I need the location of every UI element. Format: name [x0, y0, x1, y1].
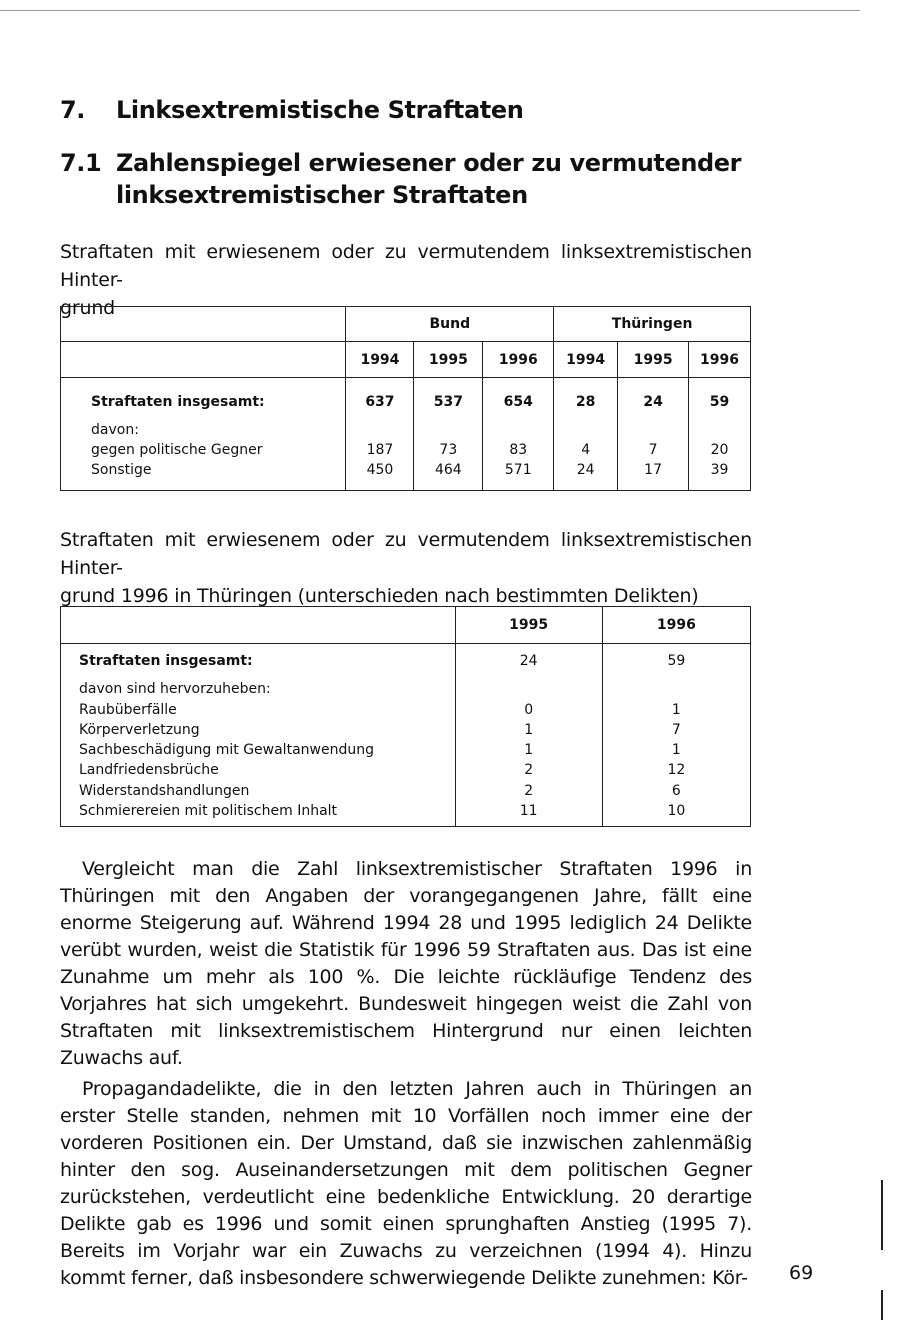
row-label: Raubüberfälle — [79, 701, 177, 718]
section-heading — [60, 96, 523, 124]
cell-value: 10 — [667, 803, 686, 820]
page-number: 69 — [789, 1262, 814, 1284]
table2-body-row — [61, 644, 751, 827]
cell-value: 73 — [439, 442, 458, 458]
label-column — [61, 378, 346, 491]
paragraph: Vergleicht man die Zahl linksextremistischer Straftaten 1996 in Thüringen mit den Angaben der vorangegangenen Jahre, fällt eine enorme Steigerung auf. Während 1994 28 und 1995 lediglich 24 Delikte verübt wurden, weist die Statistik für 1996 59 Straftaten aus. Das ist eine Zunahme um mehr als 100 %. Die leichte rückläufige Tendenz des Vorjahres hat sich umgekehrt. Bundesweit hingegen weist die Zahl von Straftaten mit linksextremistischem Hintergrund nur einen leichten Zuwachs auf. — [60, 858, 752, 1069]
cell-value: 17 — [644, 462, 662, 478]
total-value: 537 — [433, 394, 463, 410]
cell-value: 1 — [524, 721, 534, 738]
total-label: Straftaten insgesamt: — [79, 653, 253, 669]
total-value: 24 — [519, 653, 538, 669]
caption-line: Straftaten mit erwiesenem oder zu vermutendem linksextremistischen Hinter- — [60, 529, 752, 579]
year-header: 1994 — [554, 342, 618, 378]
value-column — [554, 378, 618, 491]
subsection-number: 7.1 — [60, 149, 102, 177]
year-header: 1995 — [414, 342, 483, 378]
cell-value: 0 — [524, 701, 534, 718]
row-label: Widerstandshandlungen — [79, 782, 250, 799]
cell-value: 571 — [504, 462, 532, 478]
table2-caption — [60, 526, 752, 610]
year-header-row — [61, 607, 751, 644]
table1-body-row — [61, 378, 751, 491]
top-rule — [0, 10, 860, 11]
total-label: Straftaten insgesamt: — [91, 394, 265, 410]
year-header: 1995 — [618, 342, 689, 378]
cell-value: 83 — [509, 442, 528, 458]
value-column — [602, 644, 750, 827]
year-header: 1995 — [455, 607, 602, 644]
edge-mark-lower — [881, 1290, 883, 1320]
caption-line: Straftaten mit erwiesenem oder zu vermutendem linksextremistischen Hinter- — [60, 241, 752, 291]
row-label: Landfriedensbrüche — [79, 762, 219, 779]
cell-value: 1 — [524, 742, 534, 759]
empty-header-cell — [61, 342, 346, 378]
empty-header-cell — [61, 607, 456, 644]
davon-label: davon: — [91, 422, 139, 438]
cell-value: 464 — [434, 462, 462, 478]
cell-value: 2 — [524, 762, 534, 779]
table-thueringen-delikte — [60, 606, 751, 827]
value-column — [414, 378, 483, 491]
value-column — [483, 378, 554, 491]
cell-value: 20 — [710, 442, 729, 458]
edge-mark-upper — [881, 1180, 883, 1250]
cell-value: 11 — [519, 803, 538, 820]
total-value: 24 — [643, 394, 663, 410]
subsection-title-line: Zahlenspiegel erwiesener oder zu vermutender — [116, 149, 742, 177]
section-title: Linksextremistische Straftaten — [116, 96, 524, 124]
cell-value: 12 — [667, 762, 686, 779]
total-value: 654 — [503, 394, 533, 410]
cell-value: 1 — [671, 742, 681, 759]
cell-value: 39 — [710, 462, 729, 478]
cell-value: 7 — [671, 721, 681, 738]
row-label: Sonstige — [91, 462, 152, 478]
subsection-title — [116, 147, 816, 211]
cell-value: 187 — [366, 442, 394, 458]
year-header-row — [61, 342, 751, 378]
year-header: 1996 — [483, 342, 554, 378]
intro-label: davon sind hervorzuheben: — [79, 681, 271, 698]
section-number: 7. — [60, 96, 86, 124]
body-text — [60, 856, 752, 1292]
total-value: 28 — [575, 394, 596, 410]
caption-line: grund — [60, 297, 116, 319]
empty-header-cell — [61, 307, 346, 342]
group-header-thueringen: Thüringen — [554, 307, 751, 342]
value-column — [689, 378, 751, 491]
row-label: gegen politische Gegner — [91, 442, 263, 458]
total-value: 59 — [709, 394, 730, 410]
row-label: Sachbeschädigung mit Gewaltanwendung — [79, 742, 374, 759]
total-value: 59 — [667, 653, 686, 669]
year-header: 1996 — [689, 342, 751, 378]
row-label: Körperverletzung — [79, 721, 200, 738]
cell-value: 450 — [366, 462, 394, 478]
cell-value: 2 — [524, 782, 534, 799]
group-header-bund: Bund — [346, 307, 554, 342]
cell-value: 7 — [648, 442, 658, 458]
value-column — [346, 378, 414, 491]
cell-value: 4 — [581, 442, 591, 458]
group-header-row — [61, 307, 751, 342]
label-column — [61, 644, 456, 827]
table-bund-thueringen — [60, 306, 751, 491]
value-column — [618, 378, 689, 491]
total-value: 637 — [365, 394, 395, 410]
year-header: 1996 — [602, 607, 750, 644]
value-column — [455, 644, 602, 827]
row-label: Schmierereien mit politischem Inhalt — [79, 803, 338, 820]
caption-line: grund 1996 in Thüringen (unterschieden nach bestimmten Delikten) — [60, 585, 699, 607]
cell-value: 1 — [671, 701, 681, 718]
year-header: 1994 — [346, 342, 414, 378]
cell-value: 6 — [671, 782, 681, 799]
cell-value: 24 — [576, 462, 595, 478]
subsection-title-line: linksextremistischer Straftaten — [116, 181, 528, 209]
paragraph: Propagandadelikte, die in den letzten Jahren auch in Thüringen an erster Stelle standen, nehmen mit 10 Vorfällen noch immer eine der vorderen Positionen ein. Der Umstand, daß sie inzwischen zahlenmäßig hinter den sog. Auseinandersetzungen mit dem politischen Gegner zurückstehen, verdeutlicht eine bedenkliche Entwicklung. 20 derartige Delikte gab es 1996 und somit einen sprunghaften Anstieg (1995 7). Bereits im Vorjahr war ein Zuwachs zu verzeichnen (1994 4). Hinzu kommt ferner, daß insbesondere schwerwiegende Delikte zunehmen: Kör- — [60, 1078, 752, 1289]
